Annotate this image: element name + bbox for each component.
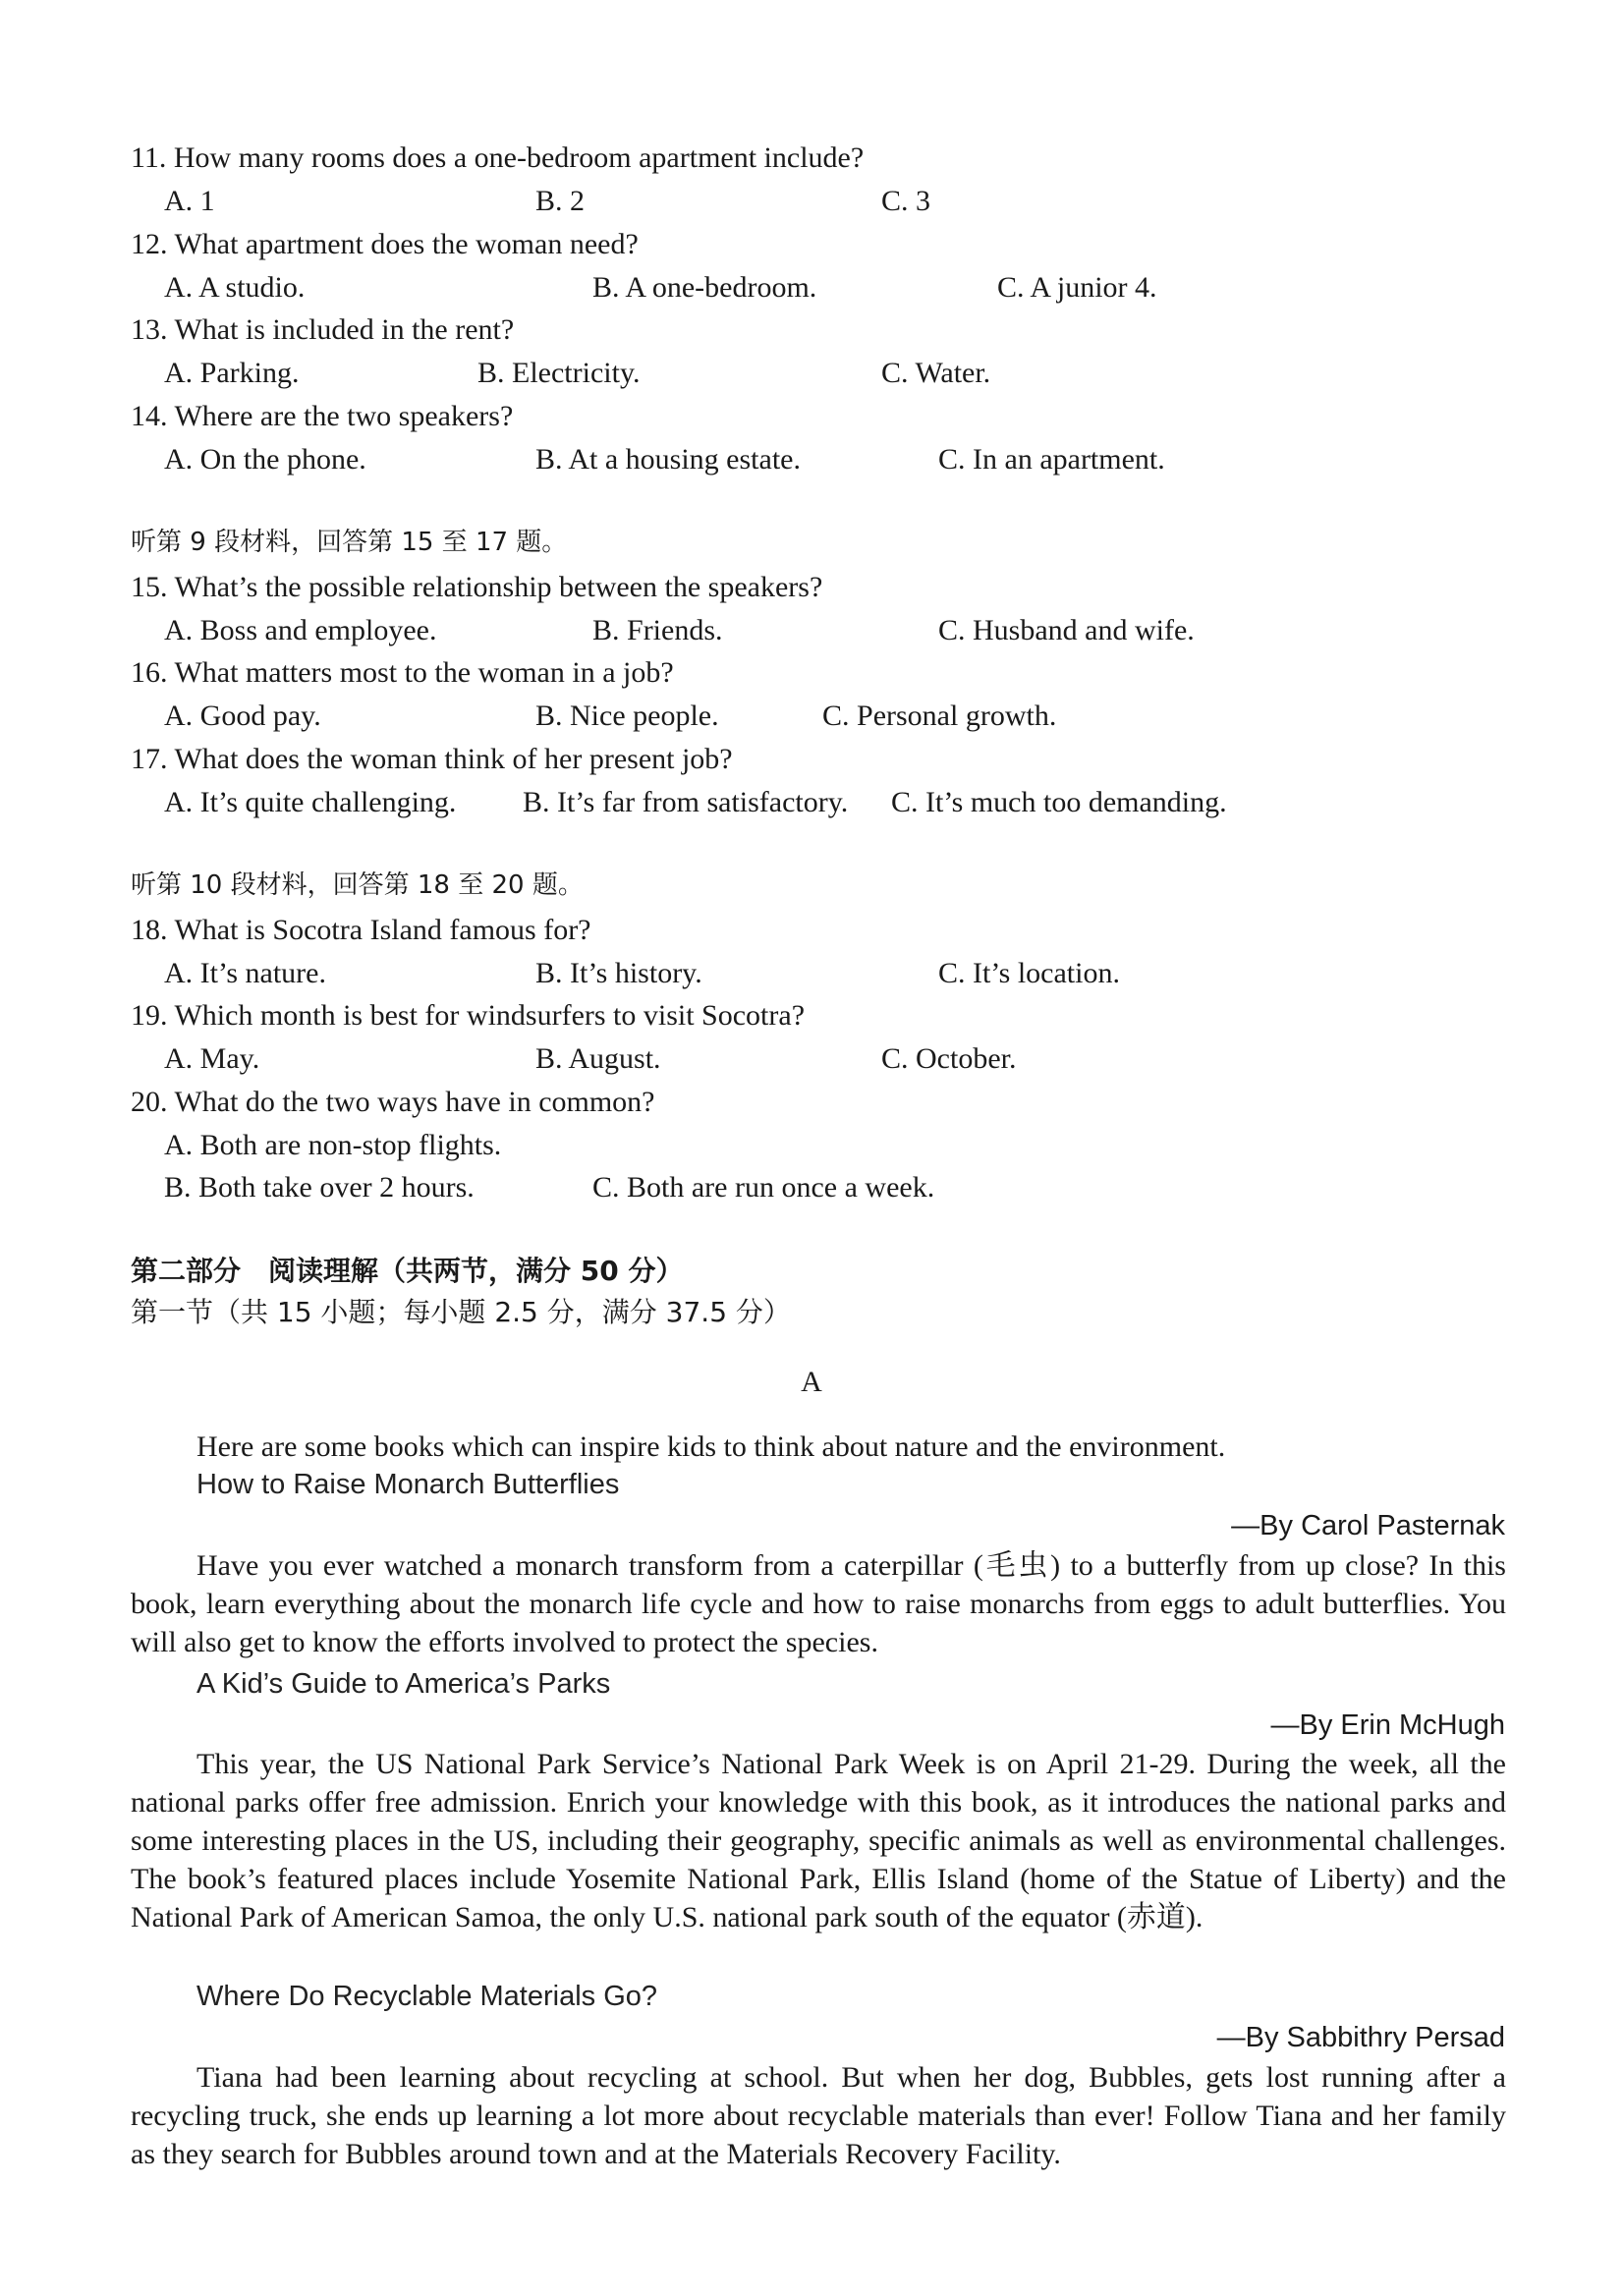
- option-b: B. 2: [535, 185, 586, 217]
- option-b: B. August.: [535, 1042, 661, 1075]
- option-a: A. 1: [164, 185, 215, 217]
- option-c: C. In an apartment.: [938, 443, 1165, 476]
- option-c: C. October.: [881, 1042, 1017, 1075]
- option-a: A. On the phone.: [164, 443, 366, 476]
- option-a: A. Good pay.: [164, 700, 321, 732]
- option-c: C. Husband and wife.: [938, 614, 1195, 646]
- book-author: —By Sabbithry Persad: [1216, 2022, 1505, 2053]
- question-stem: 15. What’s the possible relationship between the speakers?: [131, 571, 823, 603]
- option-b: B. Nice people.: [535, 700, 719, 732]
- book-description: Tiana had been learning about recycling at school. But when her dog, Bubbles, gets lost running after a recycling truck, she ends up learning a lot more about recyclable materials than ever! Follow Tiana and her family as they search for Bubbles around town and at the Materials Recovery Facility.: [131, 2061, 1506, 2170]
- book-title: How to Raise Monarch Butterflies: [196, 1469, 620, 1500]
- question-stem: 16. What matters most to the woman in a job?: [131, 656, 674, 689]
- question-stem: 18. What is Socotra Island famous for?: [131, 914, 591, 946]
- question-stem: 14. Where are the two speakers?: [131, 400, 514, 432]
- book-author: —By Carol Pasternak: [1231, 1510, 1505, 1541]
- question-stem: 17. What does the woman think of her present job?: [131, 743, 733, 775]
- passage-letter: A: [801, 1366, 822, 1398]
- option-b: B. Both take over 2 hours.: [164, 1171, 475, 1204]
- question-stem: 13. What is included in the rent?: [131, 313, 515, 346]
- option-a: A. Boss and employee.: [164, 614, 437, 646]
- option-a: A. It’s quite challenging.: [164, 786, 457, 818]
- option-a: A. May.: [164, 1042, 260, 1075]
- listening-section-header: 听第 9 段材料，回答第 15 至 17 题。: [131, 528, 568, 557]
- option-c: C. Both are run once a week.: [592, 1171, 935, 1204]
- option-c: C. It’s location.: [938, 957, 1120, 989]
- book-description: Have you ever watched a monarch transform from a caterpillar (毛虫) to a butterfly from up close? In this book, learn everything about the monarch life cycle and how to raise monarchs from eggs to adult butterflies. You will also get to know the efforts involved to protect the species.: [131, 1549, 1506, 1658]
- passage-intro: Here are some books which can inspire kids to think about nature and the environment.: [196, 1430, 1226, 1463]
- option-b: B. Electricity.: [477, 357, 641, 389]
- option-b: B. A one-bedroom.: [592, 271, 817, 304]
- option-c: C. 3: [881, 185, 931, 217]
- option-c: C. Personal growth.: [822, 700, 1057, 732]
- book-author: —By Erin McHugh: [1270, 1709, 1505, 1741]
- section-title: 第一节（共 15 小题；每小题 2.5 分，满分 37.5 分）: [131, 1296, 791, 1328]
- question-stem: 20. What do the two ways have in common?: [131, 1086, 655, 1118]
- option-a: A. Parking.: [164, 357, 300, 389]
- question-stem: 19. Which month is best for windsurfers to visit Socotra?: [131, 999, 806, 1032]
- option-a: A. A studio.: [164, 271, 306, 304]
- option-b: B. At a housing estate.: [535, 443, 801, 476]
- question-stem: 11. How many rooms does a one-bedroom apartment include?: [131, 141, 865, 174]
- option-a: A. It’s nature.: [164, 957, 326, 989]
- option-b: B. Friends.: [592, 614, 723, 646]
- option-b: B. It’s far from satisfactory.: [523, 786, 849, 818]
- part-title: 第二部分 阅读理解（共两节，满分 50 分）: [131, 1255, 684, 1287]
- book-title: A Kid’s Guide to America’s Parks: [196, 1668, 611, 1700]
- option-c: C. Water.: [881, 357, 991, 389]
- option-a: A. Both are non-stop flights.: [164, 1129, 502, 1161]
- book-title: Where Do Recyclable Materials Go?: [196, 1981, 658, 2012]
- book-description: This year, the US National Park Service’s National Park Week is on April 21-29. During the week, all the national parks offer free admission. Enrich your knowledge with this book, as it introduces the national parks and some interesting places in the US, including their geography, specific animals as well as environmental challenges. The book’s featured places include Yosemite National Park, Ellis Island (home of the Statue of Liberty) and the National Park of American Samoa, the only U.S. national park south of the equator (赤道).: [131, 1748, 1506, 1933]
- listening-section-header: 听第 10 段材料，回答第 18 至 20 题。: [131, 870, 584, 900]
- option-c: C. A junior 4.: [997, 271, 1157, 304]
- option-b: B. It’s history.: [535, 957, 702, 989]
- question-stem: 12. What apartment does the woman need?: [131, 228, 639, 260]
- option-c: C. It’s much too demanding.: [891, 786, 1227, 818]
